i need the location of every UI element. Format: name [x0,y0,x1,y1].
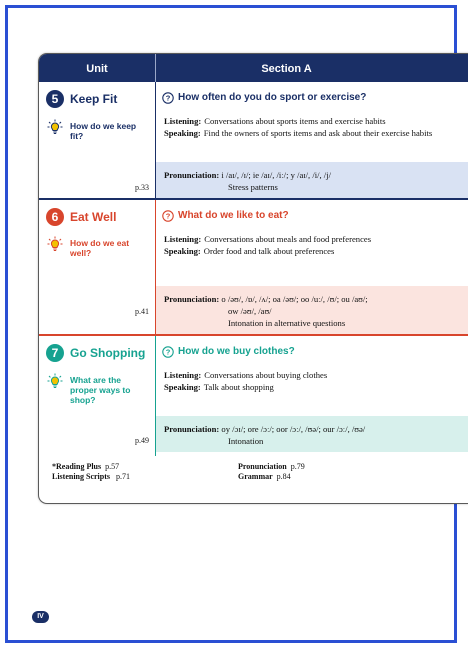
skills-block [164,233,454,257]
question-bubble-icon [162,210,174,222]
unit-page-ref: p.33 [135,183,149,192]
pronunciation-text [164,423,454,447]
pronunciation-label: Pronunciation: [164,424,220,434]
unit-title: Go Shopping [70,346,146,360]
pronunciation-text [164,169,454,193]
pronunciation-line-1: o /əʊ/, /ɒ/, /ʌ/; oa /əʊ/; oo /uː/, /ʊ/; ou /aʊ/; [221,294,368,304]
unit-big-question: What are the proper ways to shop? [70,375,131,405]
listening-scripts-page: p.71 [116,472,131,481]
lightbulb-icon [47,236,63,252]
pronunciation-line-1: i /aɪ/, /ɪ/; ie /aɪ/, /iː/; y /aɪ/, /i/, /j/ [221,170,331,180]
pronunciation-line-1: oy /ɔɪ/; ore /ɔː/; oor /ɔː/, /ʊə/; our /ɔː/, /ʊə/ [221,424,366,434]
unit-row-6 [39,200,468,336]
unit-page-ref: p.41 [135,307,149,316]
unit-title: Keep Fit [70,92,118,106]
unit-big-question: How do we eat well? [70,238,130,258]
unit-info-6 [39,200,155,336]
svg-text:?: ? [165,211,171,221]
section-column-header: Section A [261,63,312,75]
speaking-text: Talk about shopping [203,382,274,392]
skills-block [164,369,454,393]
pronunciation-appendix-page: p.79 [290,462,305,471]
appendix-column-left [52,462,232,482]
svg-text:?: ? [165,93,171,103]
speaking-label: Speaking: [164,382,201,392]
listening-label: Listening: [164,370,202,380]
unit-number-badge: 7 [46,344,64,362]
question-bubble-icon [162,92,174,104]
pronunciation-box [156,286,468,334]
unit-row-7 [39,336,468,456]
unit-info-7 [39,336,155,456]
svg-text:?: ? [165,347,171,357]
pronunciation-text [164,293,454,329]
section-question: How often do you do sport or exercise? [178,92,367,103]
pronunciation-box [156,416,468,452]
grammar-page: p.84 [276,472,291,481]
speaking-text: Order food and talk about preferences [203,246,335,256]
listening-label: Listening: [164,234,202,244]
section-question: What do we like to eat? [178,210,289,221]
unit-page-ref: p.49 [135,436,149,445]
lightbulb-icon [47,119,63,135]
reading-plus-page: p.57 [105,462,120,471]
pronunciation-box [156,162,468,198]
pronunciation-label: Pronunciation: [164,170,220,180]
unit-info-5 [39,82,155,200]
unit-number-badge: 5 [46,90,64,108]
unit-row-5 [39,82,468,200]
unit-big-question: How do we keep fit? [70,121,137,141]
grammar-label: Grammar [238,472,273,481]
speaking-label: Speaking: [164,246,201,256]
pronunciation-line-2: ow /əʊ/, /aʊ/ [228,306,272,316]
reading-plus-label: *Reading Plus [52,462,102,471]
skills-block [164,115,454,139]
unit-title: Eat Well [70,210,117,224]
speaking-text: Find the owners of sports items and ask about their exercise habits [203,128,433,138]
unit-number-badge: 6 [46,208,64,226]
lightbulb-icon [47,373,63,389]
pronunciation-label: Pronunciation: [164,294,220,304]
pronunciation-line-3: Intonation in alternative questions [228,318,346,328]
appendix-column-right [238,462,418,482]
listening-label: Listening: [164,116,202,126]
pronunciation-line-2: Intonation [228,436,264,446]
listening-text: Conversations about buying clothes [204,370,328,380]
listening-text: Conversations about sports items and exercise habits [204,116,386,126]
section-question: How do we buy clothes? [178,346,295,357]
contents-table [38,53,468,504]
question-bubble-icon [162,346,174,358]
pronunciation-line-2: Stress patterns [228,182,278,192]
pronunciation-appendix-label: Pronunciation [238,462,287,471]
listening-scripts-label: Listening Scripts [52,472,111,481]
speaking-label: Speaking: [164,128,201,138]
listening-text: Conversations about meals and food preferences [204,234,372,244]
table-header [39,54,468,82]
page-number-badge: IV [32,611,49,623]
unit-column-header: Unit [86,63,108,75]
